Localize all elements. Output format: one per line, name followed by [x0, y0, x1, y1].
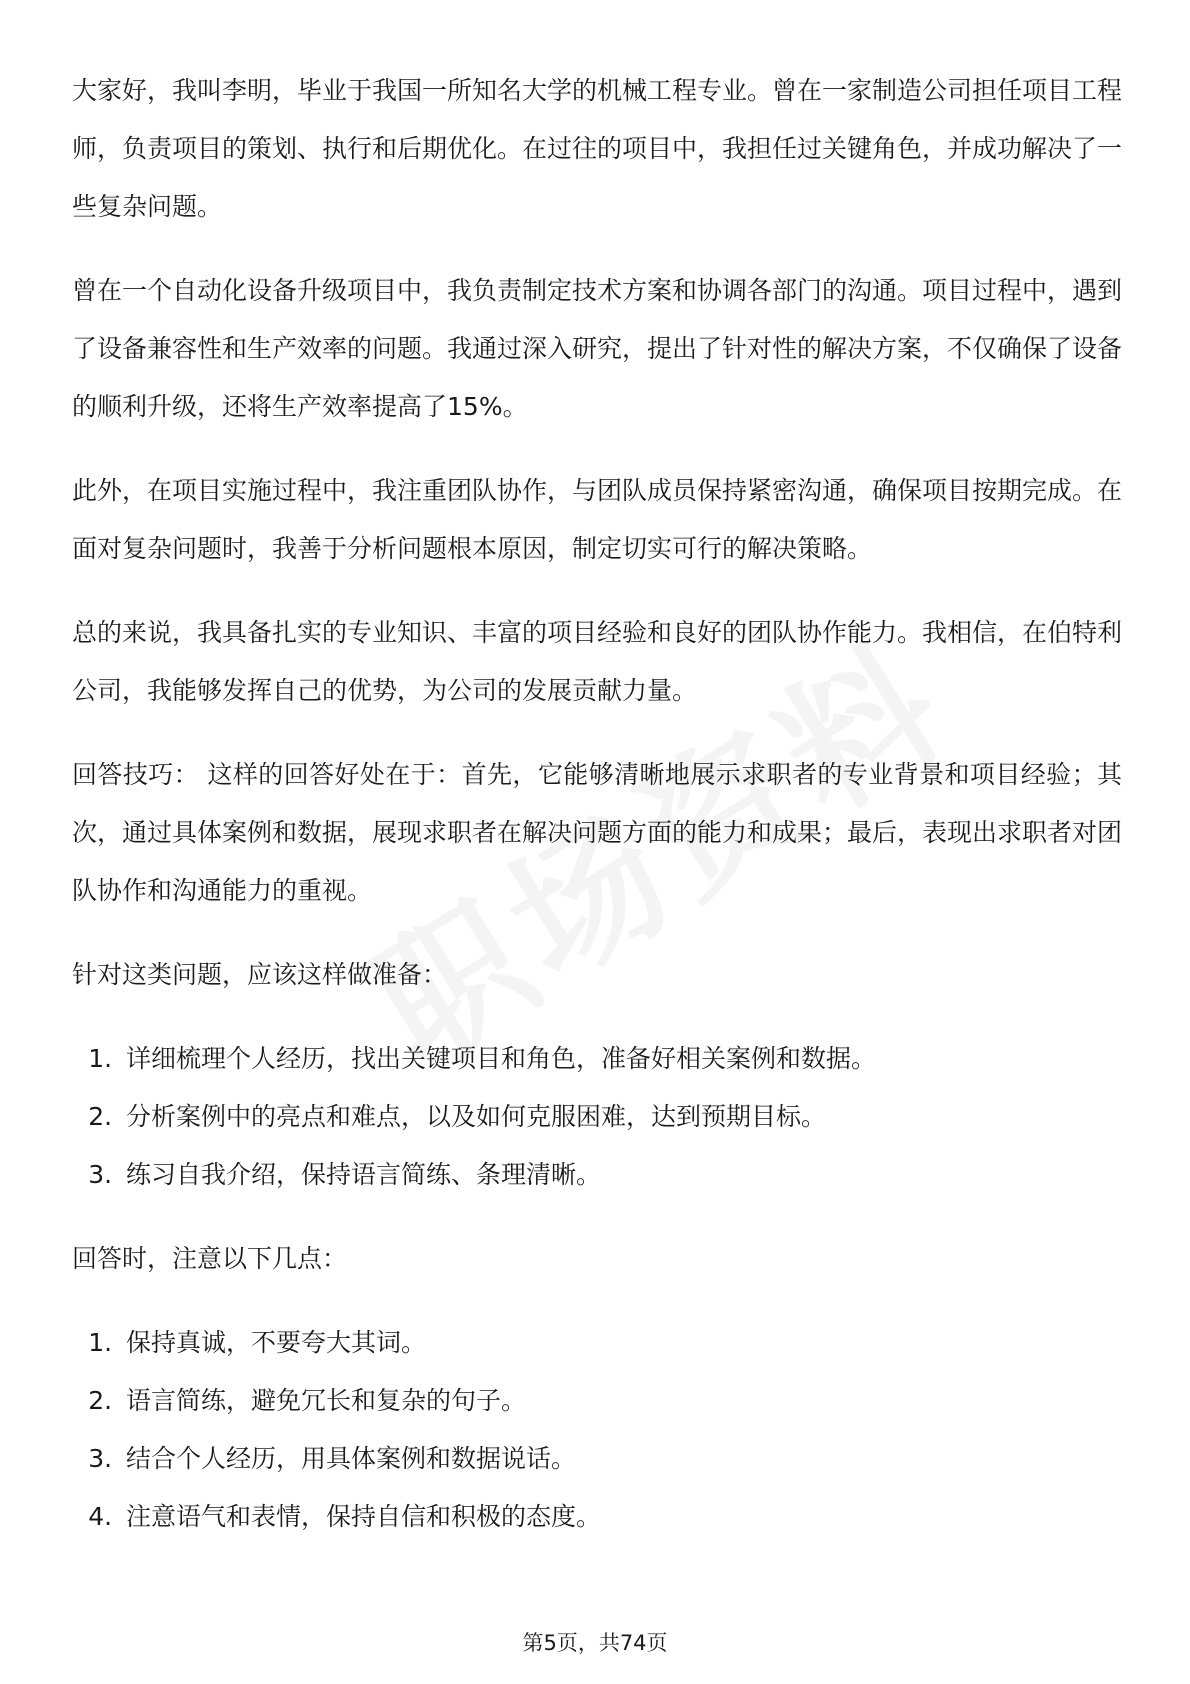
list-item: 3. 练习自我介绍，保持语言简练、条理清晰。 — [120, 1146, 1122, 1204]
prep-heading: 针对这类问题，应该这样做准备： — [72, 960, 448, 989]
notes-list — [72, 1314, 1122, 1546]
page-number: 第5页，共74页 — [522, 1631, 668, 1655]
paragraph-answer-tips: 回答技巧： 这样的回答好处在于：首先，它能够清晰地展示求职者的专业背景和项目经验；其次，通过具体案例和数据，展现求职者在解决问题方面的能力和成果；最后，表现出求职者对团队协作和沟通能力的重视。 — [72, 760, 1123, 905]
paragraph-intro: 大家好，我叫李明，毕业于我国一所知名大学的机械工程专业。曾在一家制造公司担任项目工程师，负责项目的策划、执行和后期优化。在过往的项目中，我担任过关键角色，并成功解决了一些复杂问题。 — [72, 76, 1123, 221]
list-item: 3. 结合个人经历，用具体案例和数据说话。 — [120, 1430, 1122, 1488]
list-item: 2. 语言简练，避免冗长和复杂的句子。 — [120, 1372, 1122, 1430]
paragraph-summary: 总的来说，我具备扎实的专业知识、丰富的项目经验和良好的团队协作能力。我相信，在伯特利公司，我能够发挥自己的优势，为公司的发展贡献力量。 — [72, 618, 1123, 705]
notes-heading: 回答时，注意以下几点： — [72, 1244, 348, 1273]
paragraph-project: 曾在一个自动化设备升级项目中，我负责制定技术方案和协调各部门的沟通。项目过程中，遇到了设备兼容性和生产效率的问题。我通过深入研究，提出了针对性的解决方案，不仅确保了设备的顺利升级，还将生产效率提高了15%。 — [72, 276, 1123, 421]
paragraph-teamwork: 此外，在项目实施过程中，我注重团队协作，与团队成员保持紧密沟通，确保项目按期完成。在面对复杂问题时，我善于分析问题根本原因，制定切实可行的解决策略。 — [72, 476, 1123, 563]
list-item: 2. 分析案例中的亮点和难点，以及如何克服困难，达到预期目标。 — [120, 1088, 1122, 1146]
list-item: 1. 详细梳理个人经历，找出关键项目和角色，准备好相关案例和数据。 — [120, 1030, 1122, 1088]
prep-list — [72, 1030, 1122, 1204]
document-body — [72, 62, 1122, 1572]
list-item: 1. 保持真诚，不要夸大其词。 — [120, 1314, 1122, 1372]
list-item: 4. 注意语气和表情，保持自信和积极的态度。 — [120, 1488, 1122, 1546]
